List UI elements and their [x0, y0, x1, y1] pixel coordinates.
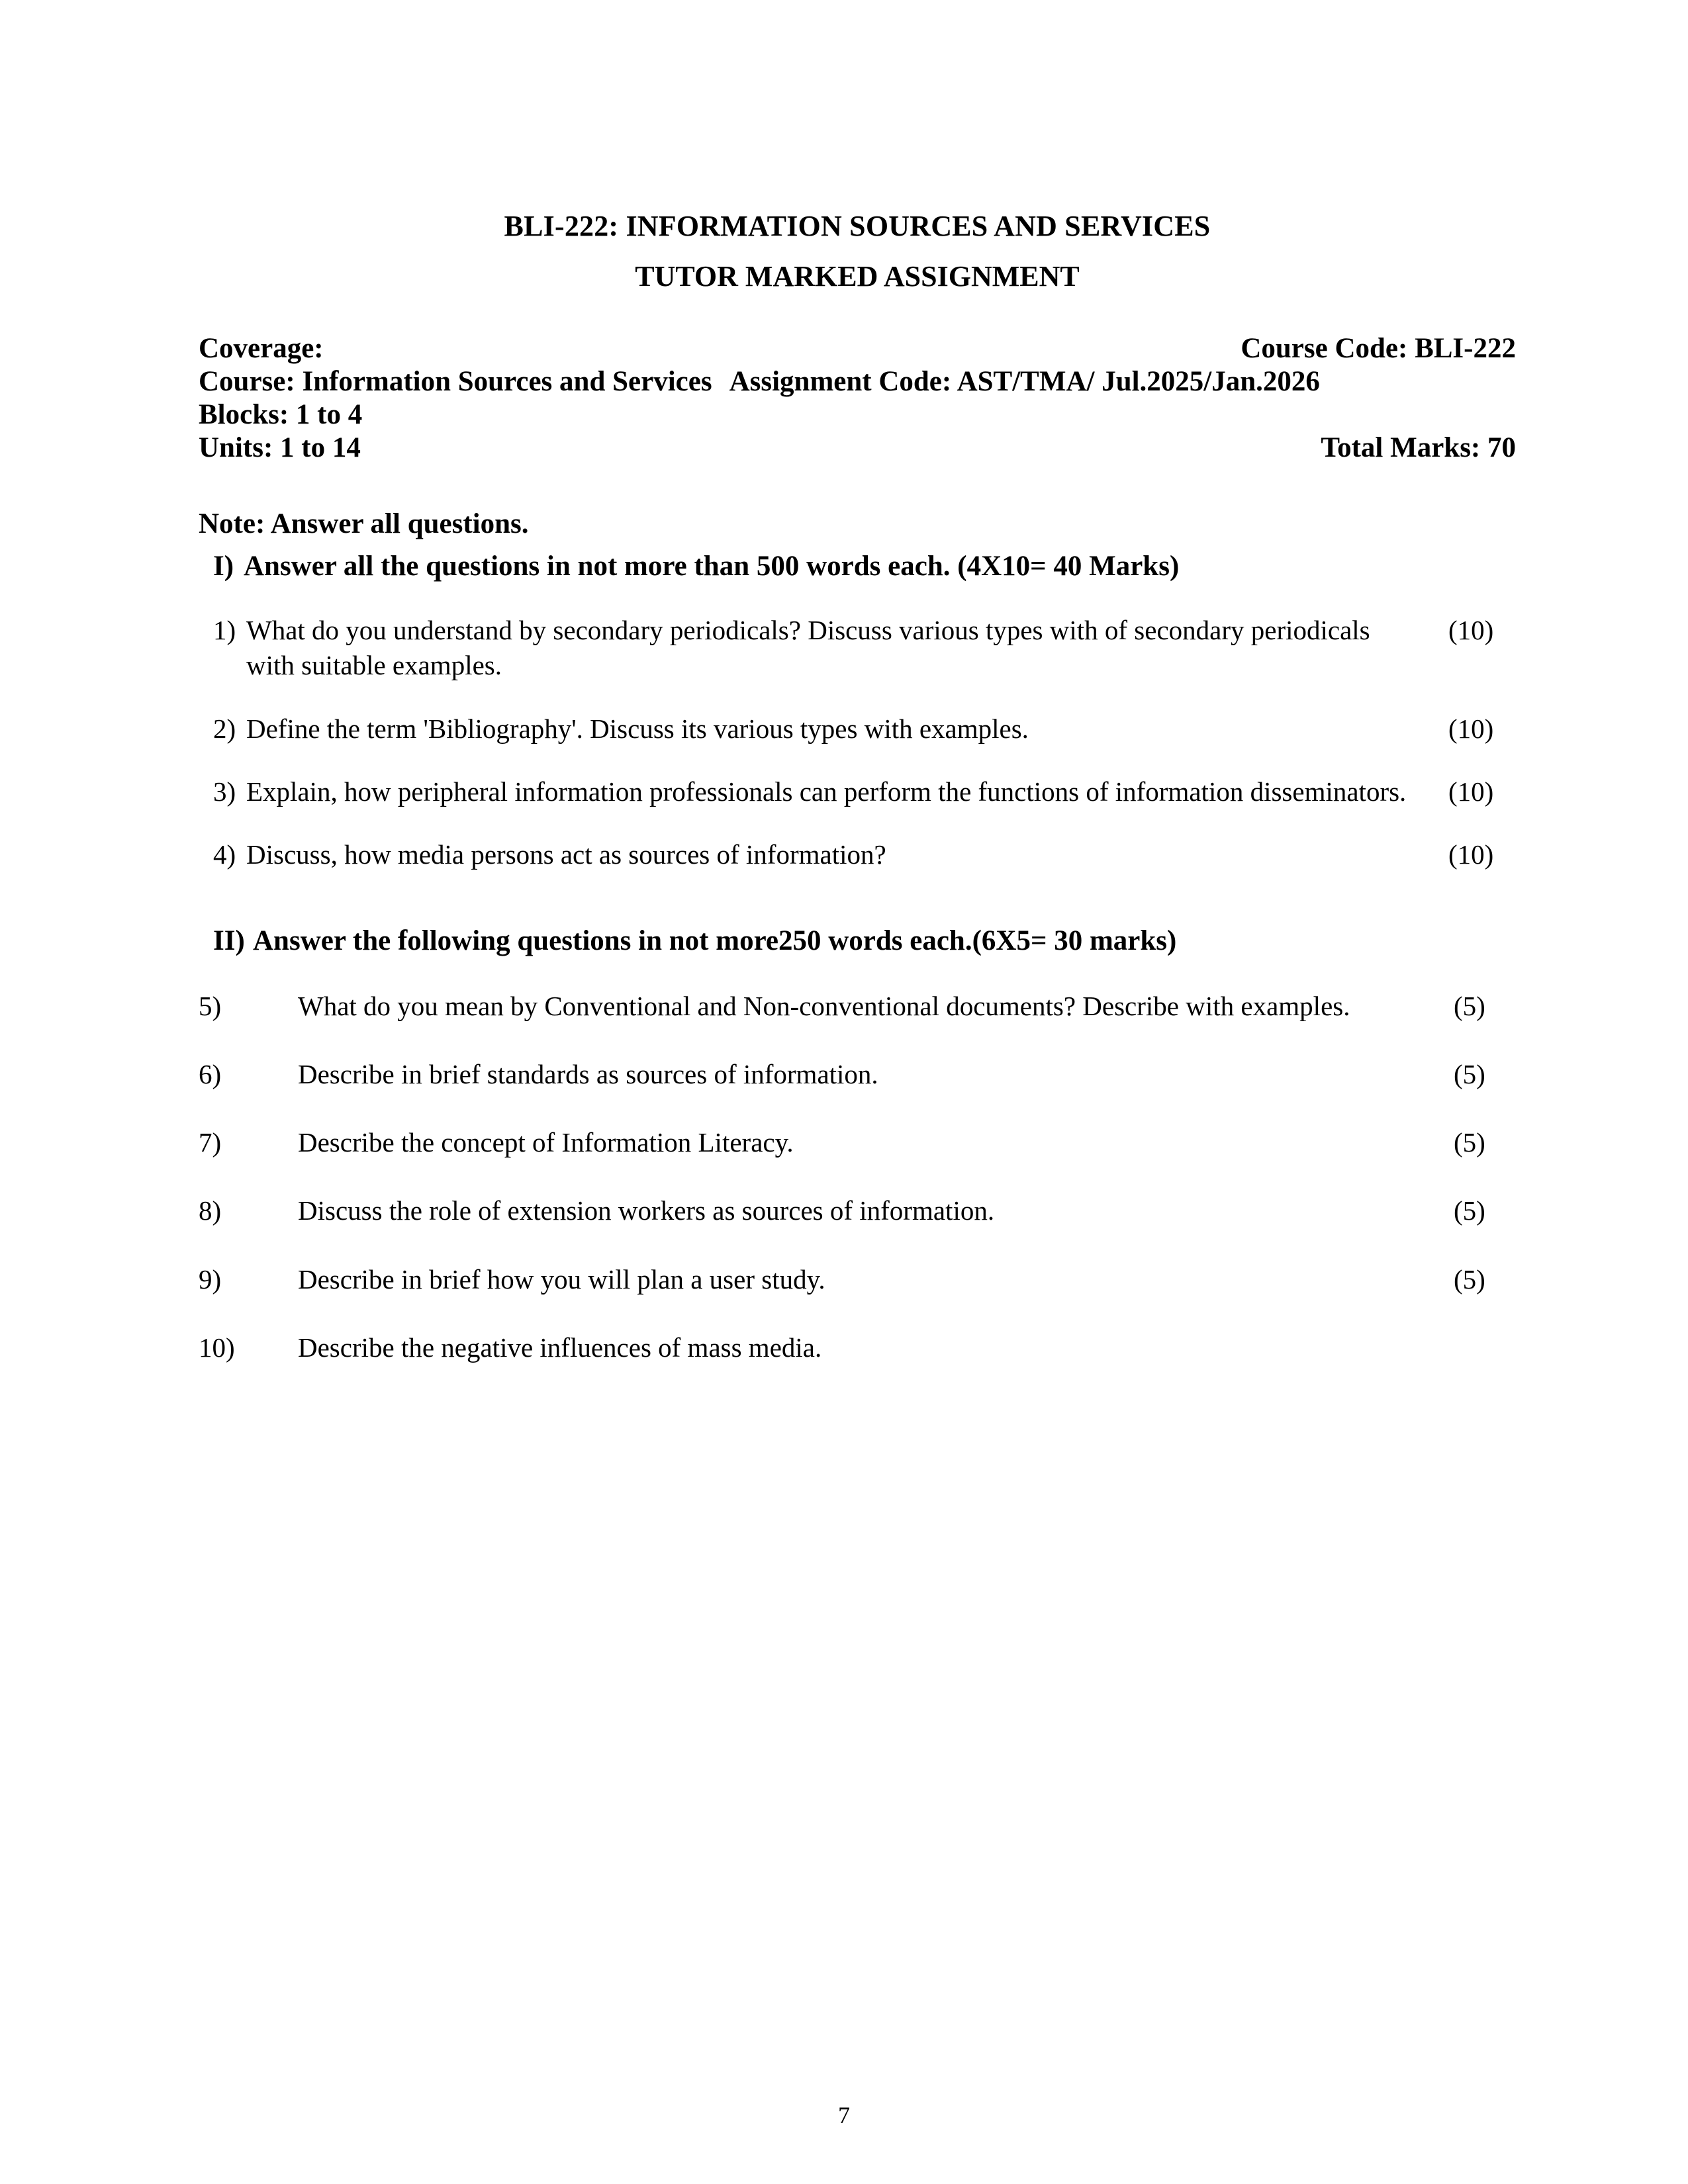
question-item: [199, 613, 1516, 684]
meta-row-coverage: [199, 332, 1516, 365]
question-text: Define the term 'Bibliography'. Discuss its various types with examples.: [246, 713, 1029, 744]
question-item: [199, 1193, 1516, 1228]
section-two-instruction: Answer the following questions in not more250 words each.(6X5= 30 marks): [253, 925, 1177, 956]
question-marks: (10): [1448, 776, 1494, 807]
question-item: [199, 1330, 1516, 1365]
section-one-marker: I): [213, 551, 234, 582]
question-text: Explain, how peripheral information professionals can perform the functions of information disseminators.: [246, 776, 1407, 807]
question-number: 6): [199, 1058, 222, 1089]
question-text: Discuss the role of extension workers as sources of information.: [298, 1195, 995, 1226]
question-item: [199, 774, 1516, 809]
question-text: Discuss, how media persons act as sources of information?: [246, 839, 886, 870]
question-number: 10): [199, 1332, 235, 1363]
blocks-value: Blocks: 1 to 4: [199, 398, 363, 430]
question-text: Describe in brief standards as sources of information.: [298, 1058, 878, 1089]
units-value: Units: 1 to 14: [199, 432, 361, 463]
section-two-marker: II): [213, 925, 245, 956]
question-item: [199, 1125, 1516, 1160]
question-number: 4): [213, 839, 236, 870]
meta-row-units: [199, 432, 1516, 465]
section-two-question-list: [199, 989, 1516, 1366]
question-text: What do you mean by Conventional and Non-conventional documents? Describe with examples.: [298, 990, 1350, 1021]
note-text: Note: Answer all questions.: [199, 508, 529, 539]
question-text: Describe the negative influences of mass media.: [298, 1332, 822, 1363]
section-one-instruction: Answer all the questions in not more than 500 words each. (4X10= 40 Marks): [244, 551, 1180, 582]
page-title: BLI-222: INFORMATION SOURCES AND SERVICES: [504, 210, 1211, 242]
question-item: [199, 837, 1516, 872]
question-text: What do you understand by secondary periodicals? Discuss various types with of secondary periodicals with suitable examples.: [246, 615, 1370, 681]
question-marks: [1438, 1330, 1516, 1365]
coverage-label: Coverage:: [199, 333, 324, 364]
question-number: 5): [199, 990, 222, 1021]
question-item: [199, 989, 1516, 1024]
assignment-code-value: Assignment Code: AST/TMA/ Jul.2025/Jan.2026: [729, 365, 1320, 397]
question-marks: (10): [1448, 839, 1494, 870]
title-block: [199, 212, 1516, 291]
question-number: 8): [199, 1195, 222, 1226]
total-marks-value: Total Marks: 70: [1321, 432, 1516, 463]
question-item: [199, 711, 1516, 747]
question-marks: (10): [1448, 615, 1494, 646]
page-content: [199, 0, 1516, 1398]
question-marks: (5): [1454, 1127, 1485, 1158]
page-subtitle: TUTOR MARKED ASSIGNMENT: [635, 260, 1080, 293]
question-text: Describe in brief how you will plan a user study.: [298, 1263, 825, 1295]
question-marks: (5): [1454, 1263, 1485, 1295]
question-item: [199, 1057, 1516, 1092]
course-label: Course: Information Sources and Services: [199, 365, 712, 397]
question-item: [199, 1262, 1516, 1297]
section-two-heading: [199, 925, 1516, 957]
question-number: 1): [213, 615, 236, 646]
meta-row-blocks: [199, 398, 1516, 432]
section-one-question-list: [199, 613, 1516, 872]
header-meta-block: [199, 332, 1516, 465]
meta-row-course: [199, 365, 1516, 398]
note-block: [199, 507, 1516, 541]
question-marks: (5): [1454, 1195, 1485, 1226]
course-code-value: Course Code: BLI-222: [1241, 333, 1516, 364]
question-number: 3): [213, 776, 236, 807]
question-number: 7): [199, 1127, 222, 1158]
question-text: Describe the concept of Information Literacy.: [298, 1127, 794, 1158]
page-number: 7: [838, 2102, 850, 2128]
question-marks: (5): [1454, 1058, 1485, 1089]
question-number: 9): [199, 1263, 222, 1295]
question-marks: (5): [1454, 990, 1485, 1021]
question-marks: (10): [1448, 713, 1494, 744]
section-one-heading: [199, 550, 1516, 582]
question-number: 2): [213, 713, 236, 744]
